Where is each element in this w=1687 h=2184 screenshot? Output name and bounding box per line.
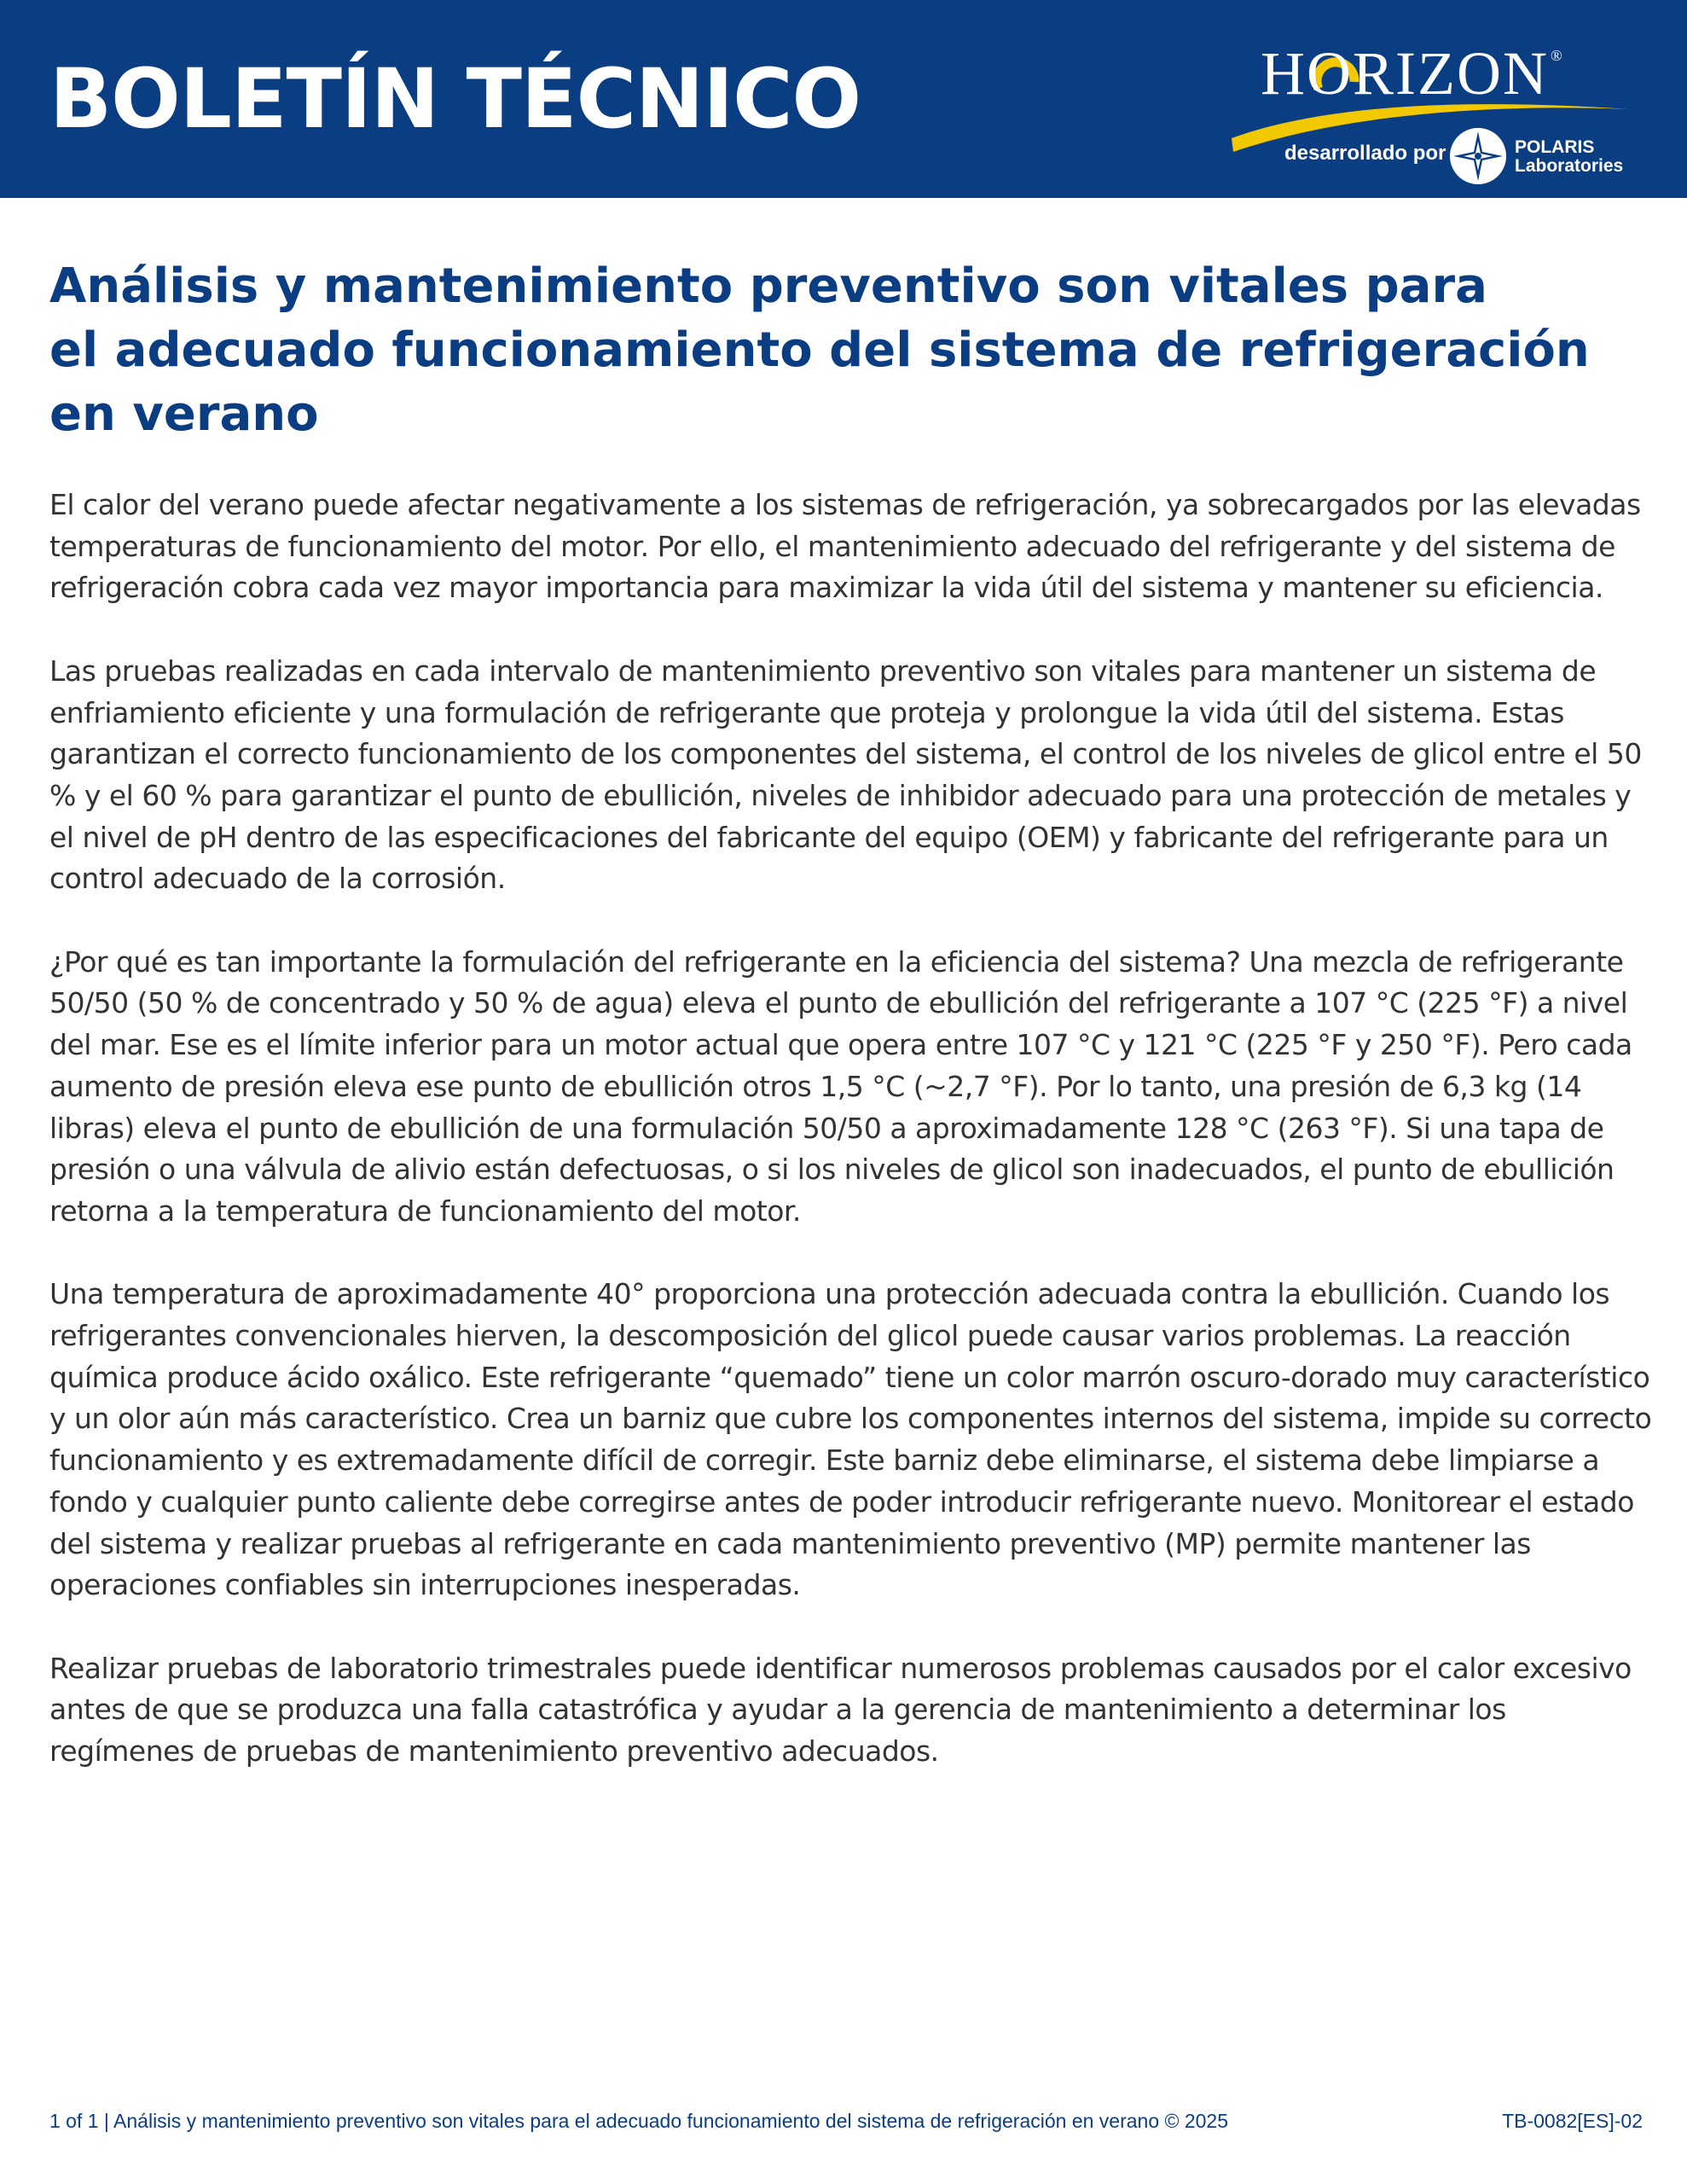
polaris-label bbox=[1515, 138, 1623, 176]
headline-line: el adecuado funcionamiento del sistema de refrigeración bbox=[49, 322, 1590, 378]
horizon-logo bbox=[1220, 32, 1646, 186]
footer-page-info: 1 of 1 | Análisis y mantenimiento preventivo son vitales para el adecuado funcionamiento del sistema de refrigeración en verano © 2025 bbox=[49, 2110, 1229, 2132]
polaris-name: POLARIS bbox=[1515, 137, 1595, 157]
bulletin-title: BOLETÍN TÉCNICO bbox=[49, 51, 861, 147]
registered-mark: ® bbox=[1550, 47, 1564, 64]
headline-line: Análisis y mantenimiento preventivo son vitales para bbox=[49, 258, 1487, 314]
paragraph-summer-heat: El calor del verano puede afectar negativamente a los sistemas de refrigeración, ya sobrecargados por las elevadas temperaturas de funcionamiento del motor. Por ello, el mantenimiento adecuado del refrigerante y del sistema de refrigeración cobra cada vez mayor importancia para maximizar la vida útil del sistema y mantener su eficiencia. bbox=[49, 488, 1641, 605]
headline-line: en verano bbox=[49, 386, 319, 442]
paragraph-coolant-formulation: ¿Por qué es tan importante la formulación del refrigerante en la eficiencia del sistema? Una mezcla de refrigerante 50/50 (50 % de concentrado y 50 % de agua) eleva el punto de ebullición del refrigerante a 107 °C (225 °F) a nivel del mar. Ese es el límite inferior para un motor actual que opera entre 107 °C y 121 °C (225 °F y 250 °F). Pero cada aumento de presión eleva ese punto de ebullición otros 1,5 °C (~2,7 °F). Por lo tanto, una presión de 6,3 kg (14 libras) eleva el punto de ebullición de una formulación 50/50 a aproximadamente 128 °C (263 °F). Si una tapa de presión o una válvula de alivio están defectuosas, o si los niveles de glicol son inadecuados, el punto de ebullición retorna a la temperatura de funcionamiento del motor. bbox=[49, 944, 1632, 1228]
paragraph-lab-testing: Realizar pruebas de laboratorio trimestrales puede identificar numerosos problemas causados por el calor excesivo antes de que se produzca una falla catastrófica y ayudar a la gerencia de mantenimiento a determinar los regímenes de pruebas de mantenimiento preventivo adecuados. bbox=[49, 1651, 1632, 1769]
article-headline bbox=[49, 254, 1636, 446]
brand-text: HORIZON bbox=[1261, 39, 1549, 107]
header-banner bbox=[0, 0, 1687, 198]
article-body bbox=[49, 485, 1653, 1814]
paragraph-preventive-tests: Las pruebas realizadas en cada intervalo de mantenimiento preventivo son vitales para mantener un sistema de enfriamiento eficiente y una formulación de refrigerante que proteja y prolongue la vida útil del sistema. Estas garantizan el correcto funcionamiento de los componentes del sistema, el control de los niveles de glicol entre el 50 % y el 60 % para garantizar el punto de ebullición, niveles de inhibidor adecuado para una protección de metales y el nivel de pH dentro de las especificaciones del fabricante del equipo (OEM) y fabricante del refrigerante para un control adecuado de la corrosión. bbox=[49, 653, 1642, 896]
horizon-wordmark bbox=[1261, 39, 1564, 107]
polaris-compass-icon bbox=[1448, 126, 1508, 186]
polaris-subname: Laboratories bbox=[1515, 156, 1624, 176]
developed-by-label: desarrollado por bbox=[1284, 142, 1446, 165]
paragraph-boiling-protection: Una temperatura de aproximadamente 40° proporciona una protección adecuada contra la ebullición. Cuando los refrigerantes convencionales hierven, la descomposición del glicol puede causar varios problemas. La reacción química produce ácido oxálico. Este refrigerante “quemado” tiene un color marrón oscuro-dorado muy característico y un olor aún más característico. Crea un barniz que cubre los componentes internos del sistema, impide su correcto funcionamiento y es extremadamente difícil de corregir. Este barniz debe eliminarse, el sistema debe limpiarse a fondo y cualquier punto caliente debe corregirse antes de poder introducir refrigerante nuevo. Monitorear el estado del sistema y realizar pruebas al refrigerante en cada mantenimiento preventivo (MP) permite mantener las operaciones confiables sin interrupciones inesperadas. bbox=[49, 1277, 1652, 1602]
footer-doc-code: TB-0082[ES]-02 bbox=[1502, 2110, 1643, 2132]
